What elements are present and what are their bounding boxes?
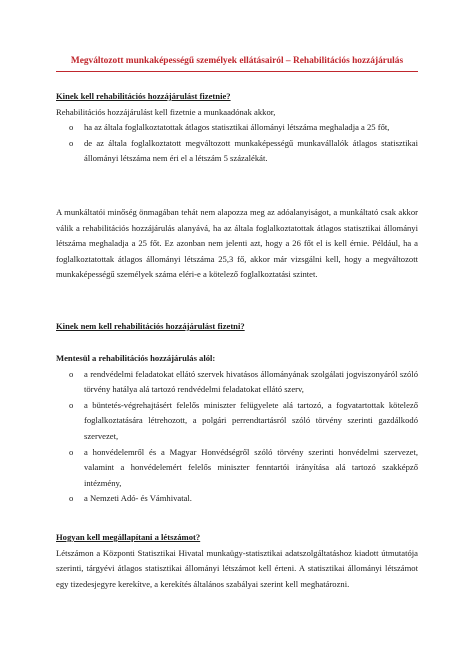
document-title: Megváltozott munkaképességű személyek ellátásairól – Rehabilitációs hozzájárulás (70, 56, 404, 66)
section-exempt (56, 319, 418, 335)
list-item: o ha az általa foglalkoztatottak átlagos statisztikai állományi létszáma meghaladja a 25 főt, (56, 120, 418, 136)
section-who-pays (56, 89, 418, 167)
section2-heading: Kinek nem kell rehabilitációs hozzájárulást fizetni? (56, 321, 245, 331)
section1-bullet-list (56, 120, 418, 167)
section1-paragraph-block (56, 205, 418, 283)
section2-list-block (56, 351, 418, 507)
section1-heading: Kinek kell rehabilitációs hozzájárulást fizetnie? (56, 91, 231, 101)
list-item: o a honvédelemről és a Magyar Honvédségről szóló törvény szerinti honvédelmi szervezet, valamint a honvédelemért felelős miniszter fenntartói irányítása alá tartozó szakképző intézmény, (56, 445, 418, 492)
section-headcount (56, 530, 418, 592)
section3-paragraph: Létszámon a Központi Statisztikai Hivatal munkaügy-statisztikai adatszolgáltatáshoz kiadott útmutatója szerinti, tárgyévi átlagos statisztikai állományi létszámot kell érteni. A statisztikai állományi létszámot egy tizedesjegyre kerekítve, a kerekítés általános szabályai szerint kell meghatározni. (56, 547, 418, 589)
title-rule (56, 71, 418, 72)
list-item: o a Nemzeti Adó- és Vámhivatal. (56, 491, 418, 507)
list-item: o de az általa foglalkoztatott megváltozott munkaképességű munkavállalók átlagos statisztikai állományi létszáma nem éri el a létszám 5 százalékát. (56, 136, 418, 167)
section2-subheading: Mentesül a rehabilitációs hozzájárulás alól: (56, 353, 216, 363)
section1-paragraph: A munkáltatói minőség önmagában tehát nem alapozza meg az adóalanyiságot, a munkáltató csak akkor válik a rehabilitációs hozzájárulás alanyává, ha az általa foglalkoztatottak átlagos statisztikai állományi létszáma meghaladja a 25 főt. Ez azonban nem jelenti azt, hogy a 26 főt el is kell érnie. Például, ha a foglalkoztatottak átlagos állományi létszáma 25,3 fő, akkor már vizsgálni kell, hogy a megváltozott munkaképességű személyek száma eléri-e a kötelező foglalkoztatási szintet. (56, 207, 418, 280)
list-item: o a rendvédelmi feladatokat ellátó szervek hivatásos állományának szolgálati jogviszonyáról szóló törvény hatálya alá tartozó rendvédelmi feladatokat ellátó szerv, (56, 367, 418, 398)
section2-bullet-list (56, 367, 418, 507)
section3-heading: Hogyan kell megállapítani a létszámot? (56, 532, 201, 542)
section1-intro: Rehabilitációs hozzájárulást kell fizetnie a munkaadónak akkor, (56, 106, 276, 117)
list-item: o a büntetés-végrehajtásért felelős miniszter felügyelete alá tartozó, a fogvatartottak kötelező foglalkoztatására létrehozott, a polgári perrendtartásról szóló törvény szerinti gazdálkodó szervezet, (56, 398, 418, 445)
